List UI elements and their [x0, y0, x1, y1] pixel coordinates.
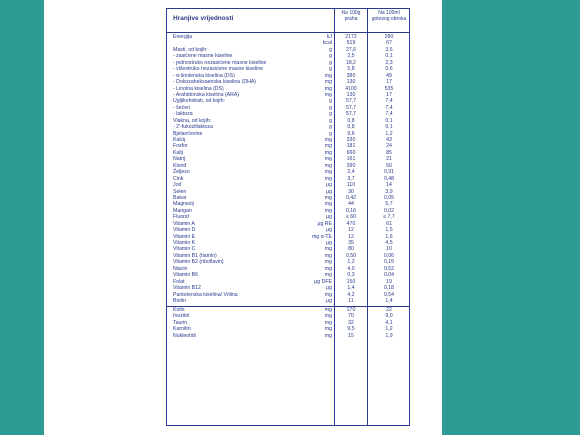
nutrient-label: Nukleotidi — [173, 332, 196, 339]
value-per-100ml: 0,1 — [385, 124, 393, 131]
value-per-100g: 0,42 — [345, 194, 357, 201]
nutrient-label: Mangan — [173, 207, 192, 214]
unit-cell: mg — [324, 149, 332, 156]
unit-cell: mg — [324, 272, 332, 279]
nutrient-label: Vitamin E — [173, 233, 196, 240]
value-per-100ml: 5,7 — [385, 201, 393, 208]
value-per-100g: 9,5 — [347, 326, 355, 333]
value-per-100g: 5,8 — [347, 66, 355, 73]
nutrient-label: - α-linolenska kiselina (DS) — [173, 72, 235, 79]
value-per-100g: 150 — [346, 278, 356, 285]
table-title: Hranjive vrijednosti — [173, 15, 234, 22]
value-per-100g: 12 — [348, 227, 354, 234]
value-per-100g: 32 — [348, 319, 354, 326]
unit-cell: mg — [324, 265, 332, 272]
value-per-100g: 57,7 — [345, 104, 357, 111]
nutrient-label: Masti, od kojih: — [173, 46, 208, 53]
value-per-100g: 80 — [348, 246, 354, 253]
nutrient-label: Karnitin — [173, 326, 191, 333]
value-per-100g: 30 — [348, 188, 354, 195]
nutrient-label: Niacin — [173, 265, 188, 272]
value-per-100g: 110 — [346, 182, 356, 189]
nutrient-label: Folat — [173, 278, 185, 285]
unit-cell: mg — [324, 313, 332, 320]
unit-cell: g — [329, 117, 332, 124]
value-per-100g: 70 — [348, 313, 354, 320]
nutrient-label: Cink — [173, 175, 184, 182]
value-per-100ml: 19 — [386, 278, 392, 285]
background-left-band — [0, 0, 44, 435]
nutrition-table — [166, 8, 410, 426]
value-per-100ml: 0,1 — [385, 117, 393, 124]
unit-cell: g — [329, 59, 332, 66]
table-row — [167, 306, 409, 313]
unit-cell: mg — [324, 72, 332, 79]
nutrient-label: - šećeri — [173, 104, 191, 111]
value-per-100ml: 17 — [386, 79, 392, 86]
unit-cell: mg — [324, 137, 332, 143]
background-right-band — [442, 0, 580, 435]
nutrient-label: Bakar — [173, 194, 187, 201]
value-per-100ml: 43 — [386, 137, 392, 143]
unit-cell: mg — [324, 326, 332, 333]
unit-cell: µg DFE — [314, 278, 332, 285]
value-per-100ml: 0,18 — [383, 285, 395, 292]
value-per-100g: 0,16 — [345, 207, 357, 214]
value-per-100g: 660 — [346, 149, 356, 156]
value-per-100ml: 0,6 — [385, 66, 393, 73]
unit-cell: mg — [324, 175, 332, 182]
unit-cell: mg — [324, 91, 332, 98]
unit-cell: µg — [326, 285, 332, 292]
nutrient-label: Vlakna, od kojih: — [173, 117, 212, 124]
unit-cell: µg — [326, 214, 332, 221]
value-per-100g: 519 — [346, 40, 356, 47]
nutrient-label: Energija — [173, 34, 193, 40]
unit-cell: mg — [324, 169, 332, 176]
value-per-100g: 12 — [348, 233, 354, 240]
value-per-100ml: 7,4 — [385, 104, 393, 111]
unit-cell: mg — [324, 252, 332, 259]
nutrient-label: Selen — [173, 188, 187, 195]
value-per-100ml: 1,5 — [385, 227, 393, 234]
value-per-100ml: 0,1 — [385, 53, 393, 60]
nutrient-label: Bjelančevine — [173, 130, 203, 137]
nutrient-label: Vitamin A — [173, 220, 195, 227]
value-per-100g: 44 — [348, 201, 354, 208]
table-body — [167, 34, 409, 339]
value-per-100ml: 4,5 — [385, 240, 393, 246]
nutrient-label: - 2'-fukozillaktoza — [173, 124, 213, 131]
value-per-100g: 57,7 — [345, 98, 357, 105]
nutrient-label: Vitamin B6 — [173, 272, 198, 279]
nutrient-label: Magnezij — [173, 201, 194, 208]
nutrient-label: Vitamin B12 — [173, 285, 201, 292]
value-per-100ml: 49 — [386, 72, 392, 79]
value-per-100ml: 14 — [386, 182, 392, 189]
unit-cell: kJ — [326, 34, 332, 40]
unit-cell: µg RE — [317, 220, 332, 227]
value-per-100g: 181 — [346, 143, 356, 150]
nutrient-label: - višestruko nezasićene masne kiseline — [173, 66, 263, 73]
value-per-100g: 1,2 — [347, 259, 355, 266]
unit-cell: g — [329, 98, 332, 105]
value-per-100g: 130 — [346, 91, 356, 98]
unit-cell: g — [329, 104, 332, 111]
table-header — [167, 9, 409, 33]
unit-cell: µg — [326, 227, 332, 234]
nutrient-label: Kalij — [173, 149, 183, 156]
nutrient-label: Kolin — [173, 307, 185, 314]
unit-cell: g — [329, 130, 332, 137]
value-per-100g: 2,4 — [347, 169, 355, 176]
value-per-100ml: 9,0 — [385, 313, 393, 320]
table-row — [167, 298, 409, 304]
value-per-100ml: 61 — [386, 220, 392, 227]
value-per-100ml: 0,02 — [383, 207, 395, 214]
nutrient-label: Inozitol — [173, 313, 190, 320]
value-per-100g: 4,2 — [347, 291, 355, 298]
nutrient-label: Jod — [173, 182, 182, 189]
nutrient-label: - Linolna kiselina (DS) — [173, 85, 224, 92]
value-per-100ml: ≤ 7,7 — [383, 214, 395, 221]
column-header-per-100ml: Na 100ml gotovog obroka — [371, 10, 407, 22]
value-per-100ml: 1,4 — [385, 297, 393, 304]
value-per-100g: 15 — [348, 332, 354, 339]
value-per-100g: 1,4 — [347, 285, 355, 292]
unit-cell: g — [329, 53, 332, 60]
value-per-100g: 4100 — [345, 85, 357, 92]
value-per-100g: 35 — [348, 240, 354, 246]
value-per-100ml: 0,04 — [383, 272, 395, 279]
unit-cell: mg — [324, 194, 332, 201]
nutrient-label: Fosfor — [173, 143, 188, 150]
nutrient-label: Vitamin B2 (riboflavin) — [173, 259, 224, 266]
nutrient-label: - laktoza — [173, 111, 193, 118]
value-per-100g: 390 — [346, 162, 356, 169]
nutrient-label: Vitamin C — [173, 246, 196, 253]
value-per-100ml: 1,2 — [385, 326, 393, 333]
unit-cell: g — [329, 111, 332, 118]
value-per-100g: 18,2 — [345, 59, 357, 66]
column-header-per-100g: Na 100g praha — [341, 10, 361, 22]
nutrient-label: - Dokozaheksaenska kiselina (DHA) — [173, 79, 257, 86]
nutrient-label: Vitamin K — [173, 240, 196, 246]
nutrient-label: Natrij — [173, 156, 186, 163]
value-per-100ml: 0,31 — [383, 169, 395, 176]
value-per-100g: 27,6 — [345, 46, 357, 53]
value-per-100g: ≤ 60 — [345, 214, 357, 221]
value-per-100g: 3,7 — [347, 175, 355, 182]
value-per-100ml: 0,15 — [383, 259, 395, 266]
value-per-100ml: 0,06 — [383, 252, 395, 259]
unit-cell: mg — [324, 207, 332, 214]
unit-cell: mg — [324, 291, 332, 298]
value-per-100g: 0,3 — [347, 272, 355, 279]
value-per-100ml: 1,6 — [385, 233, 393, 240]
table-row — [167, 333, 409, 339]
unit-cell: µg — [326, 297, 332, 304]
value-per-100g: 161 — [346, 156, 356, 163]
value-per-100g: 330 — [346, 137, 356, 143]
value-per-100g: 0,50 — [345, 252, 357, 259]
value-per-100ml: 1,9 — [385, 332, 393, 339]
value-per-100g: 57,7 — [345, 111, 357, 118]
value-per-100ml: 22 — [386, 307, 392, 314]
nutrient-label: - Arahidonska kiselina (ARA) — [173, 91, 240, 98]
nutrient-label: Biotin — [173, 297, 186, 304]
nutrient-label: - zasićene masne kiseline — [173, 53, 233, 60]
value-per-100g: 470 — [346, 220, 356, 227]
value-per-100g: 0,8 — [347, 117, 355, 124]
value-per-100ml: 0,05 — [383, 194, 395, 201]
nutrient-label: Pantotenska kiselina/ Vrilina — [173, 291, 238, 298]
value-per-100g: 170 — [346, 307, 356, 314]
unit-cell: mg — [324, 307, 332, 314]
value-per-100ml: 0,48 — [383, 175, 395, 182]
nutrient-label: Fluorid — [173, 214, 189, 221]
nutrient-label: Željezo — [173, 169, 190, 176]
value-per-100ml: 3,9 — [385, 188, 393, 195]
unit-cell: mg — [324, 162, 332, 169]
nutrient-label: Klorid — [173, 162, 187, 169]
value-per-100ml: 3,6 — [385, 46, 393, 53]
unit-cell: mg — [324, 79, 332, 86]
nutrient-label: Taurin — [173, 319, 188, 326]
unit-cell: mg — [324, 246, 332, 253]
nutrient-label: Ugljikohidrati, od kojih: — [173, 98, 225, 105]
value-per-100g: 9,6 — [347, 130, 355, 137]
value-per-100ml: 17 — [386, 91, 392, 98]
value-per-100ml: 7,4 — [385, 111, 393, 118]
unit-cell: mg α-TE — [311, 233, 332, 240]
value-per-100ml: 4,1 — [385, 319, 393, 326]
unit-cell: mg — [324, 259, 332, 266]
nutrient-label: Vitamin B1 (tiamin) — [173, 252, 217, 259]
unit-cell: g — [329, 66, 332, 73]
unit-cell: µg — [326, 240, 332, 246]
value-per-100ml: 50 — [386, 162, 392, 169]
unit-cell: µg — [326, 188, 332, 195]
nutrient-label: - jednostruko nezasićene masne kiseline — [173, 59, 267, 66]
value-per-100g: 130 — [346, 79, 356, 86]
value-per-100g: 380 — [346, 72, 356, 79]
value-per-100ml: 7,4 — [385, 98, 393, 105]
value-per-100g: 0,8 — [347, 124, 355, 131]
value-per-100ml: 280 — [384, 34, 394, 40]
unit-cell: kcal — [322, 40, 332, 47]
value-per-100g: 2172 — [345, 34, 357, 40]
value-per-100ml: 0,52 — [383, 265, 395, 272]
value-per-100g: 11 — [348, 297, 354, 304]
unit-cell: mg — [324, 201, 332, 208]
unit-cell: mg — [324, 319, 332, 326]
value-per-100ml: 535 — [384, 85, 394, 92]
value-per-100ml: 21 — [386, 156, 392, 163]
unit-cell: mg — [324, 332, 332, 339]
unit-cell: µg — [326, 182, 332, 189]
unit-cell: mg — [324, 143, 332, 150]
nutrient-label: Kalcij — [173, 137, 186, 143]
nutrient-label: Vitamin D — [173, 227, 196, 234]
value-per-100g: 2,5 — [347, 53, 355, 60]
unit-cell: g — [329, 46, 332, 53]
value-per-100ml: 85 — [386, 149, 392, 156]
value-per-100ml: 2,3 — [385, 59, 393, 66]
value-per-100ml: 24 — [386, 143, 392, 150]
value-per-100ml: 67 — [386, 40, 392, 47]
unit-cell: mg — [324, 156, 332, 163]
value-per-100ml: 0,54 — [383, 291, 395, 298]
unit-cell: mg — [324, 85, 332, 92]
value-per-100ml: 1,2 — [385, 130, 393, 137]
value-per-100ml: 10 — [386, 246, 392, 253]
value-per-100g: 4,0 — [347, 265, 355, 272]
unit-cell: g — [329, 124, 332, 131]
